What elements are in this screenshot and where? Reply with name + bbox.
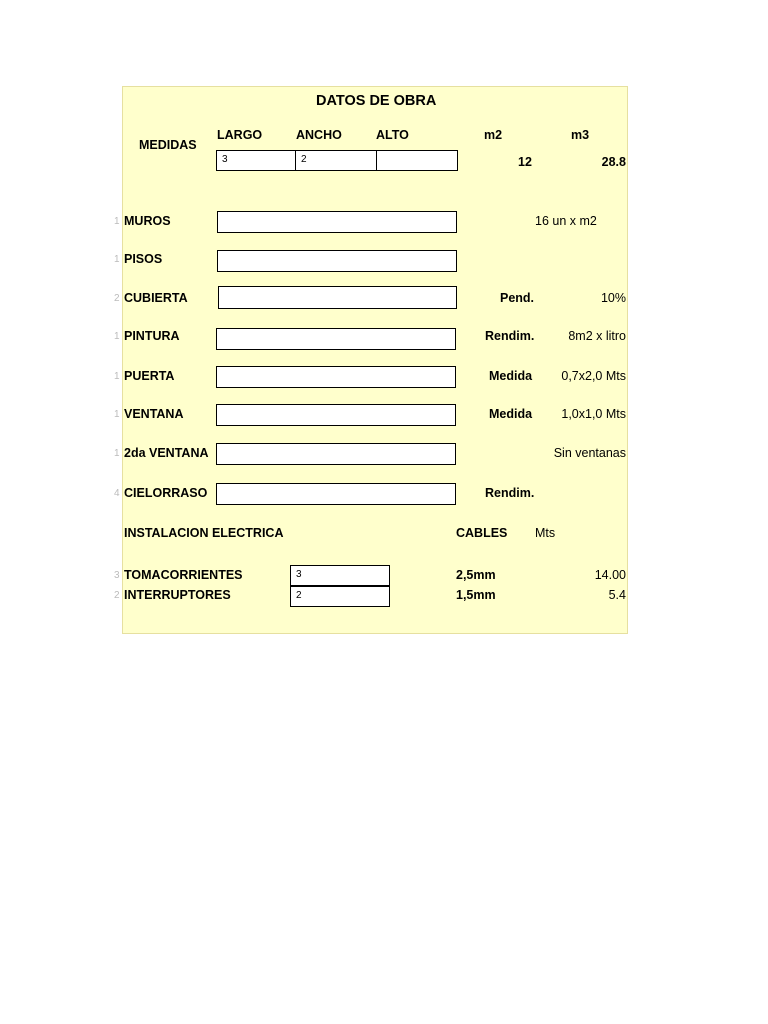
row-index: 1 [114, 216, 120, 227]
row-index: 1 [114, 331, 120, 342]
row-index: 1 [114, 448, 120, 459]
pintura-label: PINTURA [124, 329, 180, 343]
page-title: DATOS DE OBRA [316, 93, 437, 109]
ancho-label: ANCHO [296, 128, 342, 142]
tomacorrientes-mts: 14.00 [594, 568, 626, 582]
row-index: 3 [114, 570, 120, 581]
cubierta-note-label: Pend. [500, 291, 535, 305]
ancho-field[interactable]: 2 [295, 150, 377, 171]
ventana2-field[interactable] [216, 443, 456, 465]
m2-label: m2 [484, 128, 503, 142]
interruptores-mts: 5.4 [608, 588, 626, 602]
cielorraso-field[interactable] [216, 483, 456, 505]
pintura-field[interactable] [216, 328, 456, 350]
row-index: 1 [114, 254, 120, 265]
m2-value: 12 [518, 155, 532, 169]
cielorraso-note-label: Rendim. [485, 486, 535, 500]
cubierta-label: CUBIERTA [124, 291, 188, 305]
tomacorrientes-cable: 2,5mm [456, 568, 496, 582]
cielorraso-label: CIELORRASO [124, 486, 208, 500]
interruptores-label: INTERRUPTORES [124, 588, 231, 602]
ventana-label: VENTANA [124, 407, 184, 421]
cubierta-note: 10% [600, 291, 626, 305]
ventana2-label: 2da VENTANA [124, 446, 209, 460]
row-index: 2 [114, 590, 120, 601]
pintura-note-label: Rendim. [485, 329, 535, 343]
row-index: 4 [114, 488, 120, 499]
ventana-field[interactable] [216, 404, 456, 426]
tomacorrientes-label: TOMACORRIENTES [124, 568, 243, 582]
ventana2-note: Sin ventanas [553, 446, 626, 460]
m3-value: 28.8 [601, 155, 626, 169]
pintura-note: 8m2 x litro [568, 329, 626, 343]
ventana-note-label: Medida [489, 407, 533, 421]
tomacorrientes-field[interactable]: 3 [290, 565, 390, 586]
mts-label: Mts [535, 526, 556, 540]
interruptores-field[interactable]: 2 [290, 586, 390, 607]
pisos-field[interactable] [217, 250, 457, 272]
row-index: 1 [114, 371, 120, 382]
puerta-label: PUERTA [124, 369, 175, 383]
muros-note: 16 un x m2 [535, 214, 597, 228]
cables-label: CABLES [456, 526, 508, 540]
interruptores-cable: 1,5mm [456, 588, 496, 602]
pisos-label: PISOS [124, 252, 163, 266]
muros-label: MUROS [124, 214, 171, 228]
m3-label: m3 [571, 128, 590, 142]
muros-field[interactable] [217, 211, 457, 233]
row-index: 2 [114, 293, 120, 304]
puerta-field[interactable] [216, 366, 456, 388]
puerta-note-label: Medida [489, 369, 533, 383]
puerta-note: 0,7x2,0 Mts [561, 369, 626, 383]
alto-field[interactable] [376, 150, 458, 171]
electrica-title: INSTALACION ELECTRICA [124, 526, 284, 540]
row-index: 1 [114, 409, 120, 420]
largo-field[interactable]: 3 [216, 150, 296, 171]
medidas-label: MEDIDAS [139, 138, 197, 152]
cubierta-field[interactable] [218, 286, 457, 309]
largo-label: LARGO [217, 128, 263, 142]
ventana-note: 1,0x1,0 Mts [561, 407, 626, 421]
alto-label: ALTO [376, 128, 409, 142]
